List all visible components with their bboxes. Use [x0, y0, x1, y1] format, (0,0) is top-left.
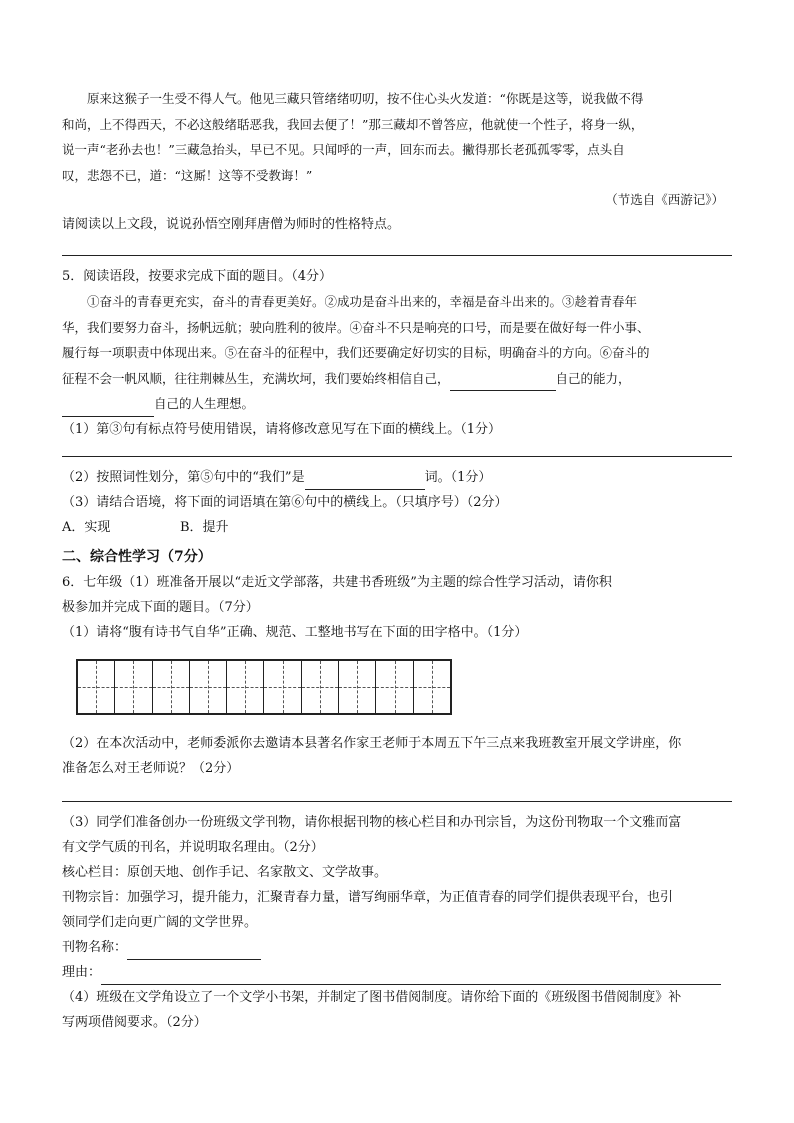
q5-sub2-end: 词。（1分） — [424, 469, 492, 485]
q5-text-line-5-text: 自己的人生理想。 — [154, 396, 255, 411]
q6-name-blank[interactable] — [127, 943, 261, 960]
q5-text-line-1: ①奋斗的青春更充实，奋斗的青春更美好。②成功是奋斗出来的，幸福是奋斗出来的。③趁着青春年 — [87, 294, 638, 309]
q6-intro-1: 6．七年级（1）班准备开展以“走近文学部落，共建书香班级”为主题的综合性学习活动，请你积 — [62, 574, 612, 590]
answer-line[interactable] — [62, 241, 732, 256]
grid-cell[interactable] — [115, 661, 152, 713]
grid-cell[interactable] — [227, 661, 264, 713]
grid-cell[interactable] — [376, 661, 413, 713]
q5-text-line-2: 华，我们要努力奋斗，扬帆远航；驶向胜利的彼岸。④奋斗不只是响亮的口号，而是要在做好每一件小事、 — [62, 319, 650, 335]
grid-cell[interactable] — [78, 661, 115, 713]
passage-line-2: 和尚，上不得西天，不必这般绪聒恶我，我回去便了！”那三藏却不曾答应，他就使一个性子，将身一纵， — [62, 116, 644, 132]
q6-core-columns: 核心栏目：原创天地、创作手记、名家散文、文学故事。 — [62, 864, 388, 880]
q6-sub2-line-2: 准备怎么对王老师说？（2分） — [62, 760, 240, 776]
q5-blank-1[interactable] — [450, 374, 556, 391]
q5-options — [62, 515, 732, 540]
q6-sub3-line-1: （3）同学们准备创办一份班级文学刊物，请你根据刊物的核心栏目和办刊宗旨，为这份刊物取一个文雅而富 — [62, 814, 682, 830]
q5-text-line-5 — [62, 391, 732, 417]
q6-sub2-line-1: （2）在本次活动中，老师委派你去邀请本县著名作家王老师于本周五下午三点来我班教室开展文学讲座，你 — [62, 735, 682, 751]
q6-sub3-line-2: 有文学气质的刊名，并说明取名理由。（2分） — [62, 839, 324, 855]
q5-text-line-4-start: 征程不会一帆风顺，往往荆棘丛生，充满坎坷，我们要始终相信自己， — [62, 370, 450, 386]
document-page — [62, 86, 732, 1035]
q6-name-label: 刊物名称： — [62, 939, 128, 955]
tianzige-grid[interactable] — [76, 659, 452, 715]
q5-option-a: A．实现 — [62, 519, 111, 535]
q6-reason-blank[interactable] — [101, 968, 721, 985]
q5-text-line-4 — [62, 366, 732, 392]
q5-blank-2[interactable] — [62, 400, 154, 417]
passage-line-4: 叹，悲怨不已，道：“这厮！这等不受教诲！” — [62, 167, 313, 183]
q6-reason-row — [62, 960, 732, 985]
q6-reason-label: 理由： — [62, 964, 102, 980]
grid-cell[interactable] — [414, 661, 450, 713]
grid-cell[interactable] — [190, 661, 227, 713]
section-2-title: 二、综合性学习（7分） — [62, 548, 212, 565]
passage-line-3: 说一声“老孙去也！”三藏急抬头，早已不见。只闻呼的一声，回东而去。撇得那长老孤孤零零，点头自 — [62, 142, 625, 157]
grid-cell[interactable] — [264, 661, 301, 713]
q5-sub2 — [62, 465, 732, 490]
q6-name-row — [62, 935, 732, 960]
q5-option-b: B．提升 — [180, 519, 229, 535]
grid-cell[interactable] — [153, 661, 190, 713]
passage-source: （节选自《西游记》） — [605, 192, 724, 207]
q5-sub2-start: （2）按照词性划分，第⑤句中的“我们”是 — [62, 469, 305, 485]
q6-aim-line-2: 领同学们走向更广阔的文学世界。 — [62, 914, 258, 930]
q5-sub3: （3）请结合语境，将下面的词语填在第⑥句中的横线上。（只填序号）（2分） — [62, 494, 508, 510]
q5-text-line-3: 履行每一项职责中体现出来。⑤在奋斗的征程中，我们还要确定好切实的目标，明确奋斗的方向。⑥奋斗的 — [62, 345, 650, 360]
q6-sub4-line-2: 写两项借阅要求。（2分） — [62, 1014, 207, 1030]
passage-question: 请阅读以上文段，说说孙悟空刚拜唐僧为师时的性格特点。 — [62, 217, 401, 232]
passage-line-1: 原来这猴子一生受不得人气。他见三藏只管绪绪叨叨，按不住心头火发道：“你既是这等，说我做不得 — [87, 91, 644, 106]
grid-cell[interactable] — [302, 661, 339, 713]
grid-cell[interactable] — [339, 661, 376, 713]
q6-sub4-line-1: （4）班级在文学角设立了一个文学小书架，并制定了图书借阅制度。请你给下面的《班级图书借阅制度》补 — [62, 989, 682, 1005]
q6-intro-2: 极参加并完成下面的题目。（7分） — [62, 599, 259, 615]
answer-line[interactable] — [62, 442, 732, 457]
q5-title: 5．阅读语段，按要求完成下面的题目。（4分） — [62, 269, 333, 284]
q6-aim-line-1: 刊物宗旨：加强学习，提升能力，汇聚青春力量，谱写绚丽华章，为正值青春的同学们提供表现平台，也引 — [62, 889, 674, 905]
q5-sub2-blank[interactable] — [305, 473, 425, 490]
q5-text-line-4-end: 自己的能力， — [555, 370, 631, 386]
q5-sub1: （1）第③句有标点符号使用错误，请将修改意见写在下面的横线上。（1分） — [62, 421, 502, 437]
q6-sub1: （1）请将“腹有诗书气自华”正确、规范、工整地书写在下面的田字格中。（1分） — [62, 624, 528, 640]
answer-line[interactable] — [62, 787, 732, 802]
